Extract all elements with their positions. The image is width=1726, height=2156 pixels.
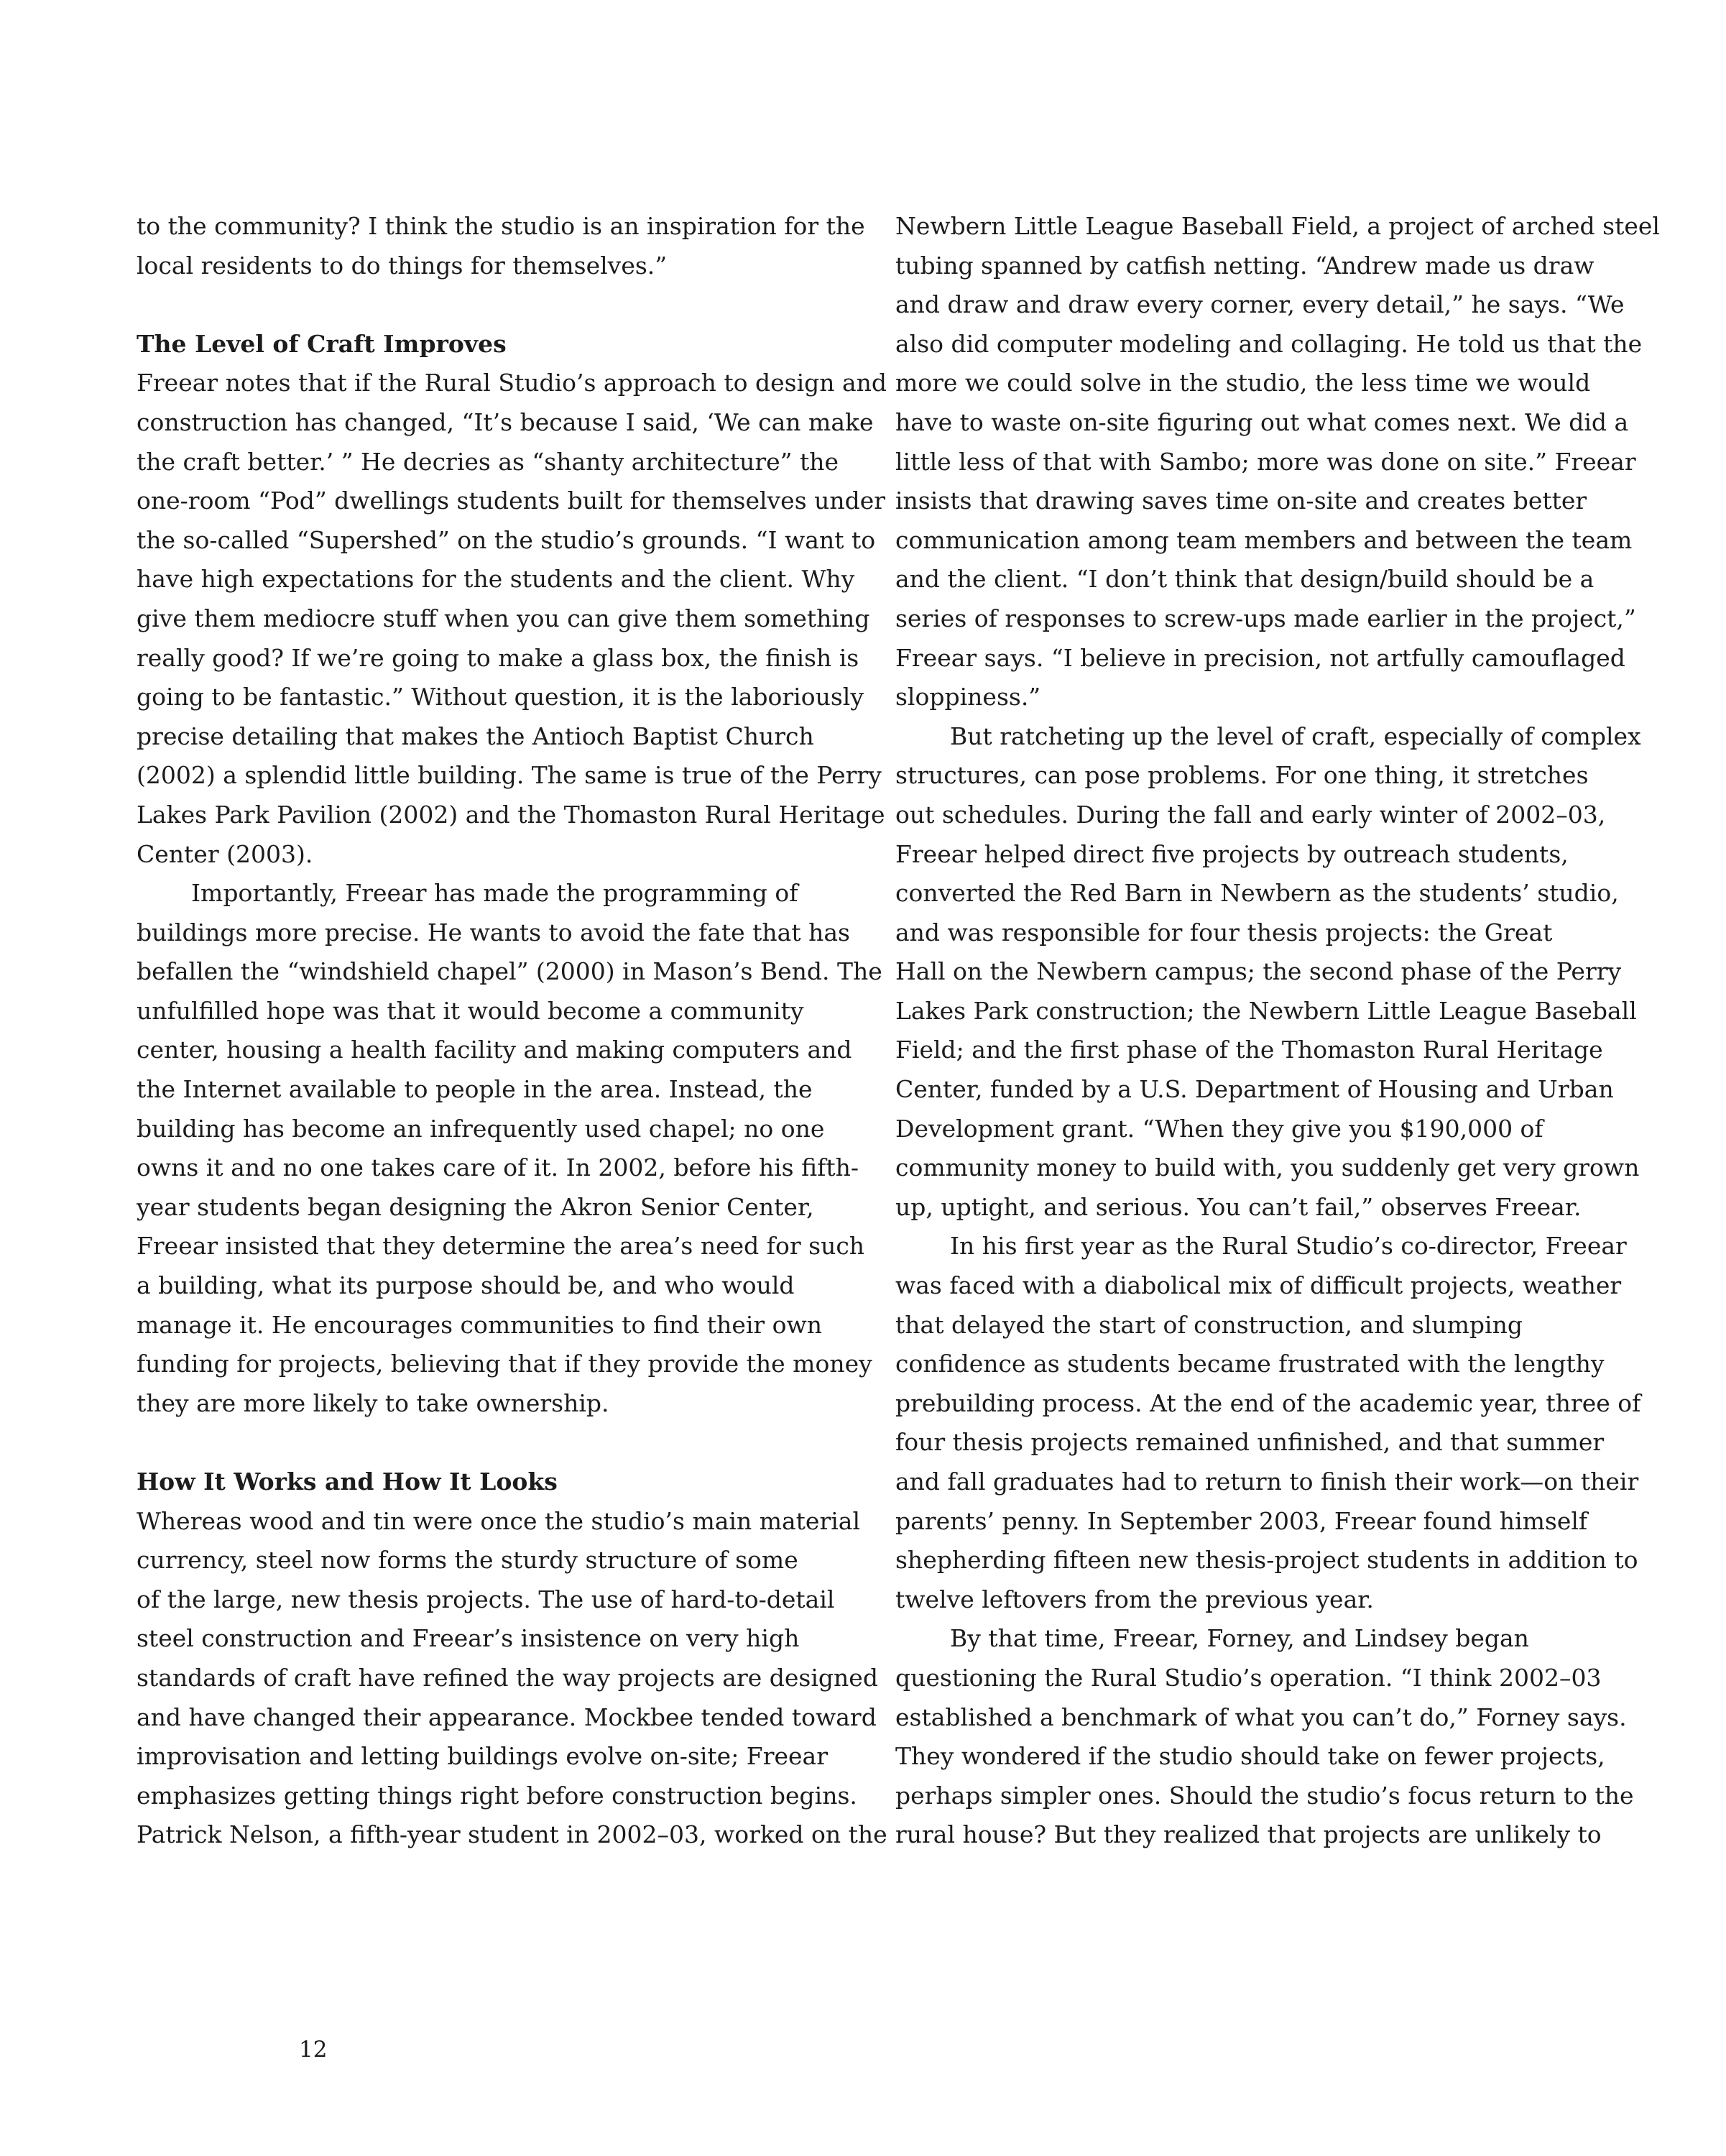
left-column-text-line: one-room “Pod” dwellings students built for themselves under <box>137 487 886 515</box>
right-column-text-line: confidence as students became frustrated with the lengthy <box>895 1350 1605 1378</box>
left-column-text-line: Patrick Nelson, a fifth-year student in 2002–03, worked on the <box>137 1820 887 1849</box>
right-column-text-line: Hall on the Newbern campus; the second phase of the Perry <box>895 957 1622 986</box>
right-column-text-line: twelve leftovers from the previous year. <box>895 1585 1374 1613</box>
blank-line <box>137 285 862 325</box>
right-column-text-line: They wondered if the studio should take on fewer projects, <box>895 1742 1605 1771</box>
left-column <box>137 207 887 1855</box>
left-column-text-line: have high expectations for the students and the client. Why <box>137 565 855 594</box>
right-column-text-line: Lakes Park construction; the Newbern Little League Baseball <box>895 996 1637 1025</box>
left-column-text-line: the so-called “Supershed” on the studio’s grounds. “I want to <box>137 525 876 554</box>
right-column-text-line: sloppiness.” <box>895 683 1041 711</box>
left-column-text-line: buildings more precise. He wants to avoid the fate that has <box>137 918 850 946</box>
right-column-text-line: rural house? But they realized that projects are unlikely to <box>895 1820 1602 1849</box>
left-column-text-line: improvisation and letting buildings evolve on-site; Freear <box>137 1742 828 1771</box>
left-column-text-line: construction has changed, “It’s because I said, ‘We can make <box>137 407 874 436</box>
blank-line <box>137 1423 862 1462</box>
left-column-text-line: standards of craft have refined the way projects are designed <box>137 1663 878 1692</box>
right-column-text-line: parents’ penny. In September 2003, Freear found himself <box>895 1506 1588 1535</box>
right-column-text-line: also did computer modeling and collaging. He told us that the <box>895 329 1643 358</box>
left-column-text-line: the Internet available to people in the area. Instead, the <box>137 1075 813 1104</box>
right-column-text-line: established a benchmark of what you can’t do,” Forney says. <box>895 1703 1627 1731</box>
left-column-text-line: steel construction and Freear’s insistence on very high <box>137 1624 800 1653</box>
right-column-text-line: community money to build with, you suddenly get very grown <box>895 1153 1640 1182</box>
right-column-text-line: four thesis projects remained unfinished, and that summer <box>895 1428 1605 1457</box>
left-column-text-line: Lakes Park Pavilion (2002) and the Thomaston Rural Heritage <box>137 800 885 829</box>
right-column-text-line: In his first year as the Rural Studio’s co-director, Freear <box>950 1232 1627 1261</box>
left-column-text-line: a building, what its purpose should be, and who would <box>137 1271 795 1300</box>
right-column-text-line: Field; and the first phase of the Thomaston Rural Heritage <box>895 1036 1603 1064</box>
right-column <box>895 207 1660 1855</box>
right-column-text-line: out schedules. During the fall and early winter of 2002–03, <box>895 800 1606 829</box>
right-column-text-line: and was responsible for four thesis projects: the Great <box>895 918 1553 946</box>
right-column-text-line: Center, funded by a U.S. Department of Housing and Urban <box>895 1075 1614 1104</box>
right-column-text-line: structures, can pose problems. For one thing, it stretches <box>895 761 1589 790</box>
left-column-text-line: befallen the “windshield chapel” (2000) in Mason’s Bend. The <box>137 957 882 986</box>
right-column-text-line: tubing spanned by catfish netting. “Andrew made us draw <box>895 251 1595 280</box>
left-column-text-line: the craft better.’ ” He decries as “shanty architecture” the <box>137 447 839 476</box>
section-heading: The Level of Craft Improves <box>137 329 507 358</box>
left-column-text-line: give them mediocre stuff when you can give them something <box>137 604 870 632</box>
right-column-text-line: up, uptight, and serious. You can’t fail,” observes Freear. <box>895 1192 1582 1221</box>
left-column-text-line: owns it and no one takes care of it. In 2002, before his fifth- <box>137 1153 859 1182</box>
right-column-text-line: communication among team members and between the team <box>895 525 1633 554</box>
left-column-text-line: of the large, new thesis projects. The use of hard-to-detail <box>137 1585 835 1613</box>
left-column-text-line: Freear insisted that they determine the area’s need for such <box>137 1232 865 1261</box>
left-column-text-line: currency, steel now forms the sturdy structure of some <box>137 1546 798 1575</box>
left-column-text-line: center, housing a health facility and making computers and <box>137 1036 852 1064</box>
right-column-text-line: prebuilding process. At the end of the academic year, three of <box>895 1388 1641 1417</box>
right-column-text-line: was faced with a diabolical mix of difficult projects, weather <box>895 1271 1622 1300</box>
right-column-text-line: converted the Red Barn in Newbern as the students’ studio, <box>895 879 1619 908</box>
left-column-text-line: Whereas wood and tin were once the studio’s main material <box>137 1506 861 1535</box>
right-column-text-line: questioning the Rural Studio’s operation. “I think 2002–03 <box>895 1663 1602 1692</box>
left-column-text-line: emphasizes getting things right before construction begins. <box>137 1781 857 1810</box>
right-column-text-line: insists that drawing saves time on-site and creates better <box>895 487 1587 515</box>
right-column-text-line: that delayed the start of construction, and slumping <box>895 1310 1523 1339</box>
right-column-text-line: and draw and draw every corner, every detail,” he says. “We <box>895 290 1625 319</box>
right-column-text-line: shepherding fifteen new thesis-project students in addition to <box>895 1546 1638 1575</box>
right-column-text-line: have to waste on-site figuring out what comes next. We did a <box>895 407 1629 436</box>
left-column-text-line: Center (2003). <box>137 839 313 868</box>
left-column-text-line: local residents to do things for themselves.” <box>137 251 668 280</box>
right-column-text-line: perhaps simpler ones. Should the studio’s focus return to the <box>895 1781 1634 1810</box>
left-column-text-line: precise detailing that makes the Antioch Baptist Church <box>137 722 814 750</box>
right-column-text-line: and fall graduates had to return to finish their work—on their <box>895 1468 1639 1496</box>
left-column-text-line: Importantly, Freear has made the programming of <box>191 879 798 908</box>
left-column-text-line: year students began designing the Akron Senior Center, <box>137 1192 814 1221</box>
left-column-text-line: they are more likely to take ownership. <box>137 1388 609 1417</box>
right-column-text-line: By that time, Freear, Forney, and Lindsey began <box>950 1624 1529 1653</box>
right-column-text-line: more we could solve in the studio, the less time we would <box>895 369 1591 397</box>
right-column-text-line: little less of that with Sambo; more was done on site.” Freear <box>895 447 1636 476</box>
left-column-text-line: building has become an infrequently used chapel; no one <box>137 1114 825 1143</box>
page-number: 12 <box>299 2037 328 2063</box>
section-heading: How It Works and How It Looks <box>137 1468 558 1496</box>
left-column-text-line: manage it. He encourages communities to find their own <box>137 1310 823 1339</box>
left-column-text-line: Freear notes that if the Rural Studio’s approach to design and <box>137 369 887 397</box>
left-column-text-line: funding for projects, believing that if they provide the money <box>137 1350 872 1378</box>
right-column-text-line: Development grant. “When they give you $190,000 of <box>895 1114 1543 1143</box>
right-column-text-line: series of responses to screw-ups made earlier in the project,” <box>895 604 1636 632</box>
left-column-text-line: going to be fantastic.” Without question, it is the laboriously <box>137 683 864 711</box>
left-column-text-line: and have changed their appearance. Mockbee tended toward <box>137 1703 877 1731</box>
right-column-text-line: But ratcheting up the level of craft, especially of complex <box>950 722 1641 750</box>
right-column-text-line: Freear helped direct five projects by outreach students, <box>895 839 1569 868</box>
left-column-text-line: to the community? I think the studio is an inspiration for the <box>137 212 865 240</box>
right-column-text-line: Newbern Little League Baseball Field, a project of arched steel <box>895 212 1660 240</box>
left-column-text-line: (2002) a splendid little building. The same is true of the Perry <box>137 761 882 790</box>
left-column-text-line: really good? If we’re going to make a glass box, the finish is <box>137 643 859 672</box>
right-column-text-line: and the client. “I don’t think that design/build should be a <box>895 565 1595 594</box>
left-column-text-line: unfulfilled hope was that it would become a community <box>137 996 804 1025</box>
right-column-text-line: Freear says. “I believe in precision, not artfully camouflaged <box>895 643 1625 672</box>
